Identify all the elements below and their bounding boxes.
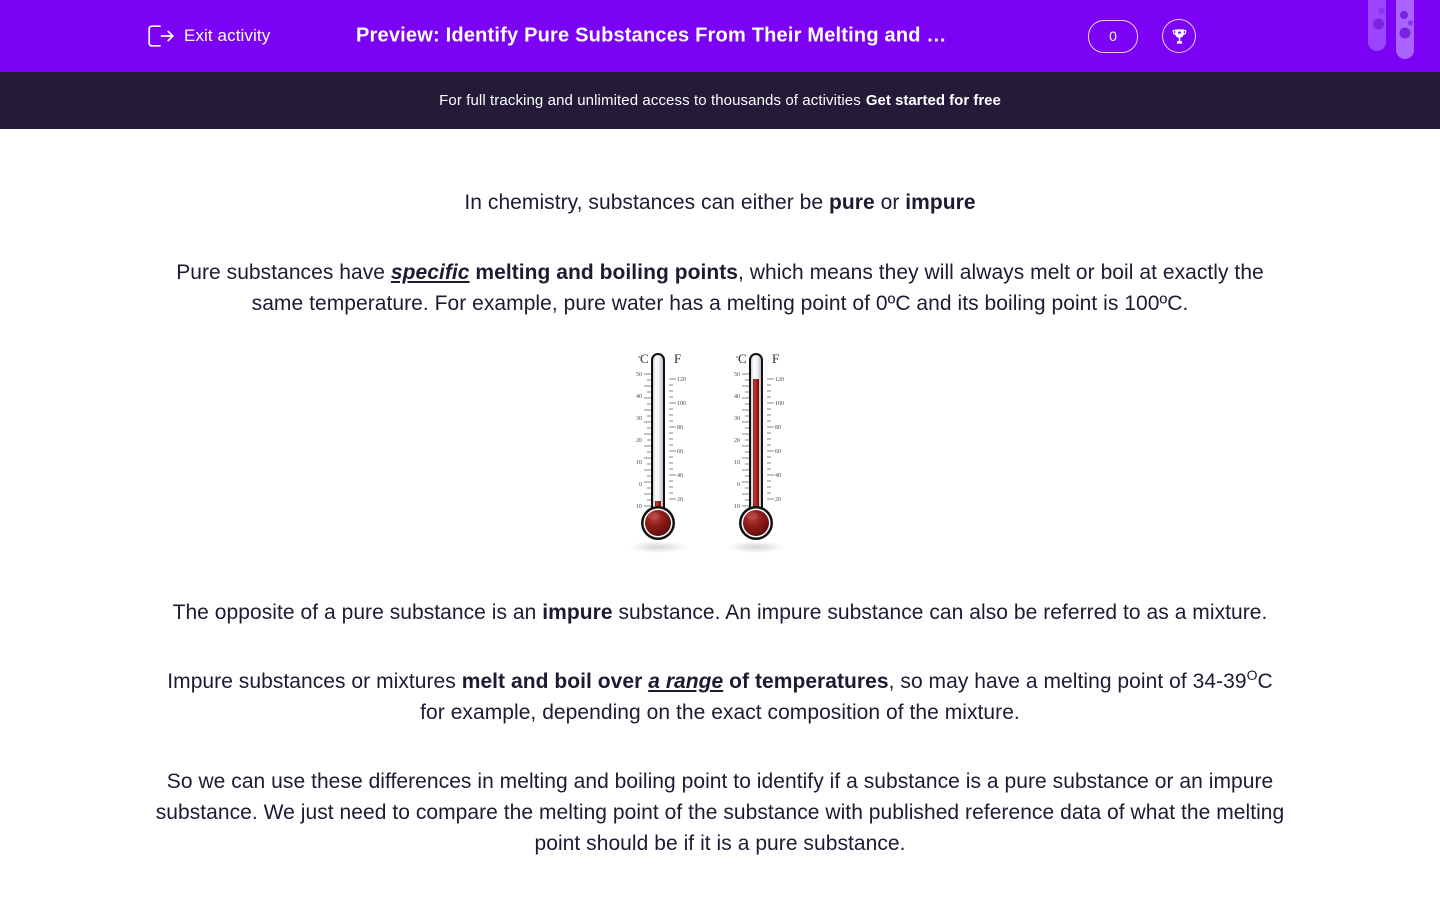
trophy-button[interactable] <box>1162 19 1196 53</box>
svg-text:50: 50 <box>636 372 642 378</box>
pure-substances-paragraph <box>155 257 1285 319</box>
svg-text:50: 50 <box>734 372 740 378</box>
topbar-actions <box>1088 19 1196 53</box>
svg-text:10: 10 <box>734 504 740 510</box>
impure-text-b: substance. An impure substance can also be referred to as a mixture. <box>612 601 1268 624</box>
svg-text:0: 0 <box>737 482 740 488</box>
svg-text:40: 40 <box>636 394 642 400</box>
svg-text:60: 60 <box>775 449 781 455</box>
svg-text:C: C <box>640 351 649 366</box>
emphasis-specific: specific <box>390 261 470 284</box>
svg-text:º: º <box>736 355 739 363</box>
svg-text:20: 20 <box>775 497 781 503</box>
svg-text:80: 80 <box>677 425 683 431</box>
degree-symbol-range: O <box>1246 667 1258 683</box>
svg-text:C: C <box>738 351 747 366</box>
score-badge[interactable] <box>1088 20 1138 53</box>
pure-text-a: Pure substances have <box>176 261 391 284</box>
degree-symbol-boiling: º <box>1159 292 1168 315</box>
range-text-c: C for example, depending on the exact composition of the mixture. <box>420 670 1273 724</box>
range-paragraph <box>155 666 1285 728</box>
trophy-icon <box>1170 27 1189 46</box>
svg-text:10: 10 <box>636 460 642 466</box>
intro-paragraph <box>155 187 1285 218</box>
top-bar <box>0 0 1440 72</box>
svg-text:20: 20 <box>734 438 740 444</box>
intro-bold-pure: pure <box>828 191 875 214</box>
activity-content <box>0 187 1440 859</box>
svg-text:60: 60 <box>677 449 683 455</box>
range-bold-temperatures: of temperatures <box>723 670 889 693</box>
svg-text:120: 120 <box>677 377 686 383</box>
svg-text:0: 0 <box>639 482 642 488</box>
svg-text:F: F <box>674 351 682 366</box>
svg-text:40: 40 <box>775 473 781 479</box>
emphasis-a-range: a range <box>648 670 724 693</box>
svg-text:20: 20 <box>636 438 642 444</box>
svg-text:30: 30 <box>636 416 642 422</box>
svg-text:40: 40 <box>734 394 740 400</box>
promo-banner <box>0 72 1440 129</box>
svg-text:100: 100 <box>775 401 784 407</box>
impure-text-a: The opposite of a pure substance is an <box>172 601 543 624</box>
score-value: 0 <box>1109 28 1117 44</box>
two-thermometers-image <box>630 341 810 559</box>
promo-text: For full tracking and unlimited access to thousands of activities <box>439 92 861 109</box>
impure-substances-paragraph <box>155 597 1285 628</box>
intro-text-b: or <box>874 191 906 214</box>
exit-activity-label: Exit activity <box>184 26 271 45</box>
range-bold-melt: melt and boil over <box>461 670 649 693</box>
get-started-link[interactable]: Get started for free <box>865 92 1001 109</box>
svg-text:120: 120 <box>775 377 784 383</box>
pure-text-c: , which means they will always melt or boil at exactly the same temperature. For example, pure water has a melting point of 0 <box>251 261 1264 315</box>
svg-text:40: 40 <box>677 473 683 479</box>
page-title: Preview: Identify Pure Substances From Their Melting and … <box>356 24 947 47</box>
svg-text:F: F <box>772 351 780 366</box>
svg-text:20: 20 <box>677 497 683 503</box>
intro-text-a: In chemistry, substances can either be <box>464 191 829 214</box>
test-tubes-icon <box>1362 0 1426 72</box>
pure-text-d: C and its boiling point is 100 <box>895 292 1160 315</box>
pure-text-e: C. <box>1167 292 1189 315</box>
exit-activity-button[interactable] <box>148 25 270 47</box>
svg-text:80: 80 <box>775 425 781 431</box>
degree-symbol-melting: º <box>887 292 896 315</box>
svg-text:10: 10 <box>734 460 740 466</box>
range-text-b: , so may have a melting point of 34-39 <box>888 670 1247 693</box>
pure-bold-points: melting and boiling points <box>469 261 738 284</box>
svg-text:100: 100 <box>677 401 686 407</box>
svg-text:º: º <box>638 355 641 363</box>
intro-bold-impure: impure <box>905 191 976 214</box>
svg-text:10: 10 <box>636 504 642 510</box>
conclusion-paragraph: So we can use these differences in melting and boiling point to identify if a substance is a pure substance or an impure substance. We just need to compare the melting point of the substance with published reference data of what the melting point should be if it is a pure substance. <box>155 770 1285 855</box>
exit-door-arrow-icon <box>148 25 174 47</box>
range-text-a: Impure substances or mixtures <box>167 670 462 693</box>
svg-text:30: 30 <box>734 416 740 422</box>
impure-bold: impure <box>542 601 613 624</box>
